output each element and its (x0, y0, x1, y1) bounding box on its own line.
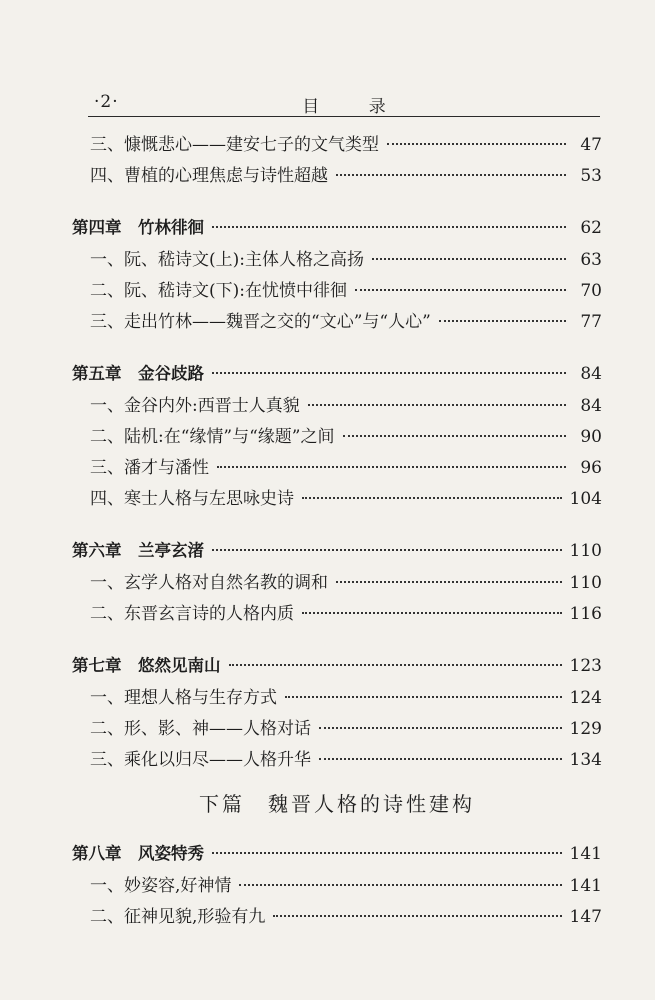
toc-entry (72, 745, 602, 776)
entry-page: 147 (569, 907, 602, 927)
entry-title: 一、妙姿容,好神情 (90, 876, 232, 896)
chapter-page: 110 (569, 541, 602, 561)
dot-leader (285, 696, 562, 698)
entry-page: 141 (569, 876, 602, 896)
toc-entry (72, 453, 602, 484)
page-number: ·2· (94, 92, 119, 112)
dot-leader (302, 612, 562, 614)
entry-page: 63 (580, 250, 602, 270)
entry-page: 129 (569, 719, 602, 739)
entry-title: 四、曹植的心理焦虑与诗性超越 (90, 166, 328, 186)
dot-leader (308, 404, 566, 406)
dot-leader (212, 226, 566, 228)
entry-title: 三、慷慨悲心——建安七子的文气类型 (90, 135, 379, 155)
entry-page: 77 (580, 312, 602, 332)
toc-entry (72, 568, 602, 599)
chapter-title: 第七章 悠然见南山 (72, 656, 221, 675)
toc-entry (72, 276, 602, 307)
entry-title: 三、潘才与潘性 (90, 458, 209, 478)
dot-leader (439, 320, 566, 322)
entry-page: 47 (580, 135, 602, 155)
toc-entry (72, 683, 602, 714)
dot-leader (212, 372, 566, 374)
dot-leader (343, 435, 567, 437)
dot-leader (372, 258, 566, 260)
entry-page: 116 (569, 604, 602, 624)
dot-leader (387, 143, 566, 145)
dot-leader (302, 497, 562, 499)
entry-title: 一、理想人格与生存方式 (90, 688, 277, 708)
toc-entry (72, 245, 602, 276)
toc-chapter (72, 360, 602, 391)
running-title: 目 录 (302, 97, 408, 117)
entry-page: 96 (580, 458, 602, 478)
toc-entry (72, 484, 602, 515)
entry-title: 三、乘化以归尽——人格升华 (90, 750, 311, 770)
entry-title: 一、阮、嵇诗文(上):主体人格之高扬 (90, 250, 364, 270)
table-of-contents (72, 130, 602, 933)
entry-title: 三、走出竹林——魏晋之交的“文心”与“人心” (90, 312, 431, 332)
entry-title: 二、阮、嵇诗文(下):在忧愤中徘徊 (90, 281, 347, 301)
dot-leader (336, 174, 566, 176)
dot-leader (336, 581, 562, 583)
dot-leader (212, 549, 562, 551)
dot-leader (217, 466, 566, 468)
entry-page: 134 (569, 750, 602, 770)
toc-entry (72, 422, 602, 453)
chapter-title: 第五章 金谷歧路 (72, 364, 204, 383)
entry-page: 90 (580, 427, 602, 447)
toc-entry (72, 307, 602, 338)
chapter-title: 第四章 竹林徘徊 (72, 218, 204, 237)
toc-entry (72, 161, 602, 192)
entry-title: 四、寒士人格与左思咏史诗 (90, 489, 294, 509)
entry-page: 124 (569, 688, 602, 708)
dot-leader (319, 727, 562, 729)
chapter-title: 第六章 兰亭玄渚 (72, 541, 204, 560)
chapter-page: 141 (569, 844, 602, 864)
chapter-page: 84 (580, 364, 602, 384)
entry-title: 二、东晋玄言诗的人格内质 (90, 604, 294, 624)
toc-entry (72, 902, 602, 933)
dot-leader (229, 664, 562, 666)
entry-title: 二、征神见貌,形验有九 (90, 907, 266, 927)
entry-title: 二、陆机:在“缘情”与“缘题”之间 (90, 427, 335, 447)
entry-page: 53 (580, 166, 602, 186)
toc-entry (72, 714, 602, 745)
toc-chapter (72, 537, 602, 568)
part-title: 下篇 魏晋人格的诗性建构 (199, 792, 475, 816)
dot-leader (212, 852, 562, 854)
chapter-page: 62 (580, 218, 602, 238)
entry-page: 84 (580, 396, 602, 416)
dot-leader (273, 915, 561, 917)
entry-page: 110 (569, 573, 602, 593)
dot-leader (319, 758, 562, 760)
toc-entry (72, 599, 602, 630)
dot-leader (239, 884, 561, 886)
entry-title: 二、形、影、神——人格对话 (90, 719, 311, 739)
dot-leader (355, 289, 566, 291)
toc-chapter (72, 214, 602, 245)
toc-chapter (72, 652, 602, 683)
entry-page: 70 (580, 281, 602, 301)
toc-chapter (72, 840, 602, 871)
toc-entry (72, 130, 602, 161)
chapter-title: 第八章 风姿特秀 (72, 844, 204, 863)
chapter-page: 123 (569, 656, 602, 676)
toc-entry (72, 391, 602, 422)
entry-page: 104 (569, 489, 602, 509)
toc-entry (72, 871, 602, 902)
page-header (88, 90, 600, 117)
entry-title: 一、玄学人格对自然名教的调和 (90, 573, 328, 593)
entry-title: 一、金谷内外:西晋士人真貌 (90, 396, 300, 416)
